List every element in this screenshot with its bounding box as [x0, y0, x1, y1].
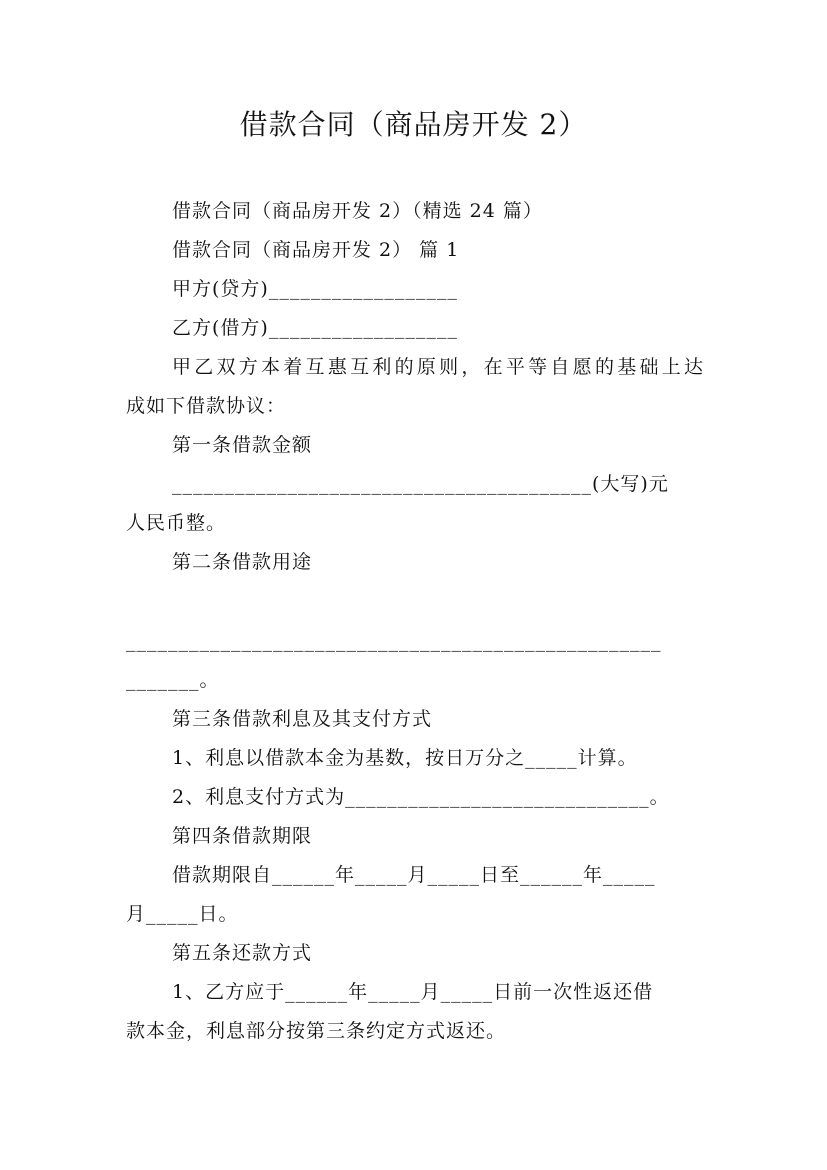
- purpose-blank-line: ___________________________________________________: [126, 630, 662, 652]
- amount-blank-line: ________________________________________(大写)元: [172, 473, 669, 495]
- article-heading: 第一条借款金额: [172, 434, 313, 456]
- article-heading: 第二条借款用途: [172, 551, 313, 573]
- document-title: 借款合同（商品房开发 2）: [239, 108, 588, 141]
- paragraph-line: 甲乙双方本着互惠互利的原则，在平等自愿的基础上达: [172, 356, 704, 378]
- article-heading: 第三条借款利息及其支付方式: [172, 708, 433, 730]
- article-heading: 第五条还款方式: [172, 942, 313, 964]
- clause-line: 2、利息支付方式为_____________________________。: [172, 786, 670, 808]
- clause-line: 款本金，利息部分按第三条约定方式返还。: [126, 1020, 507, 1042]
- party-b-line: 乙方(借方)__________________: [172, 317, 458, 339]
- purpose-blank-line: _______。: [126, 669, 220, 691]
- section-heading: 借款合同（商品房开发 2） 篇 1: [172, 239, 460, 261]
- paragraph-line: 人民币整。: [126, 512, 227, 534]
- subtitle-line: 借款合同（商品房开发 2）（精选 24 篇）: [172, 200, 543, 222]
- article-heading: 第四条借款期限: [172, 825, 313, 847]
- clause-line: 1、利息以借款本金为基数，按日万分之_____计算。: [172, 747, 638, 769]
- paragraph-line: 成如下借款协议：: [126, 395, 287, 417]
- term-line: 月_____日。: [126, 903, 239, 925]
- clause-line: 1、乙方应于______年_____月_____日前一次性返还借: [172, 981, 654, 1003]
- term-line: 借款期限自______年_____月_____日至______年_____: [172, 864, 656, 886]
- party-a-line: 甲方(贷方)__________________: [172, 278, 458, 300]
